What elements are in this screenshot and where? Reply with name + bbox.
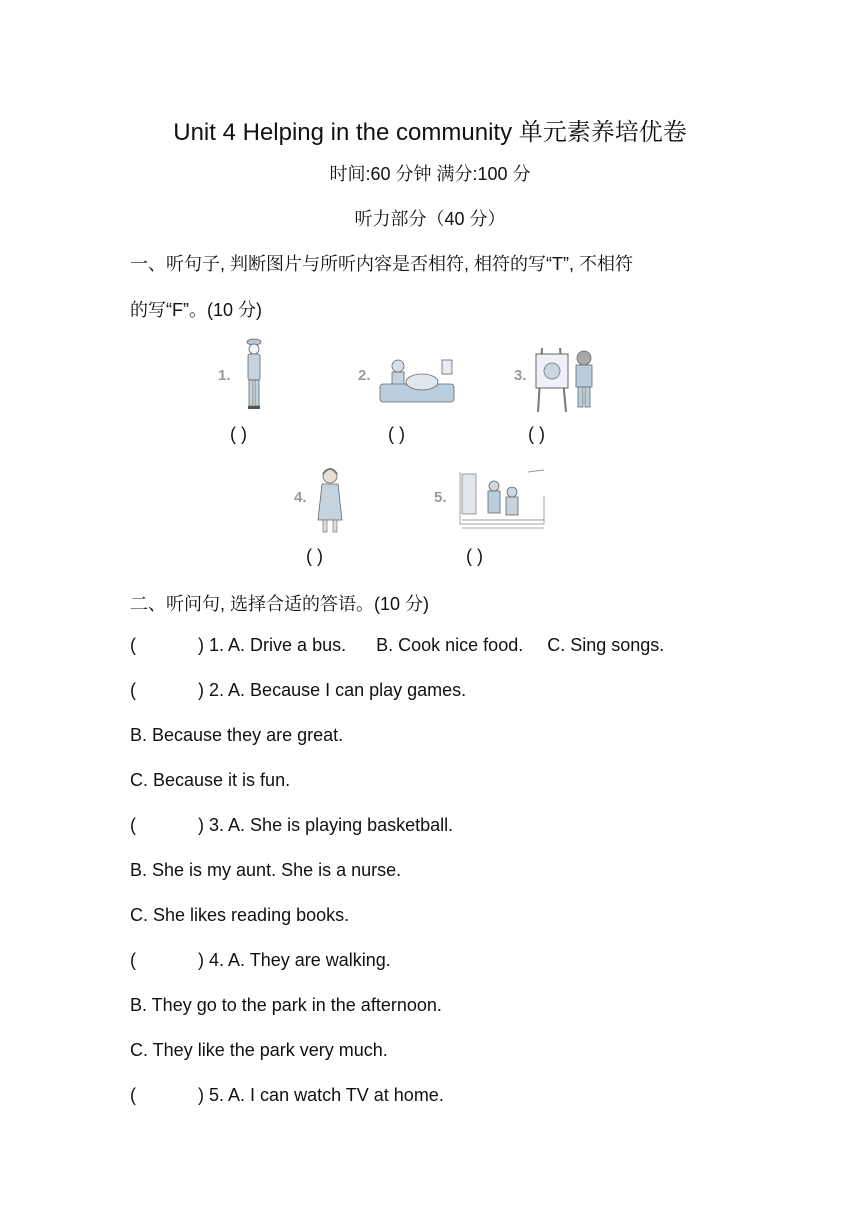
question-number: 1. [209, 635, 225, 655]
girl-figure-icon [292, 464, 356, 536]
answer-paren-5: ( ) [466, 546, 483, 566]
answer-paren-3: ( ) [528, 424, 545, 444]
picture-3 [512, 344, 602, 414]
question-3 [130, 815, 453, 836]
svg-text:2.: 2. [358, 367, 371, 384]
answer-blank-open: ( [130, 815, 136, 835]
section-heading: 听力部分（40 分） [354, 209, 506, 229]
svg-text:4.: 4. [294, 489, 307, 506]
svg-text:5.: 5. [434, 489, 447, 506]
answer-blank-open: ( [130, 950, 136, 970]
question-4 [130, 950, 391, 971]
question-4-option-c: C. They like the park very much. [130, 1040, 388, 1060]
option-a: A. Drive a bus. [228, 635, 347, 655]
page-title: Unit 4 Helping in the community 单元素养培优卷 [173, 119, 687, 146]
question-2-option-b: B. Because they are great. [130, 725, 344, 745]
option-a: A. I can watch TV at home. [228, 1085, 444, 1105]
option-c: C. Sing songs. [547, 635, 665, 655]
question-number: 3. [209, 815, 225, 835]
question-5 [130, 1085, 444, 1106]
option-a: A. Because I can play games. [228, 680, 467, 700]
question-number: 4. [209, 950, 225, 970]
svg-text:1.: 1. [218, 367, 231, 384]
question-3-option-c: C. She likes reading books. [130, 905, 350, 925]
question-number: 2. [209, 680, 225, 700]
picture-4 [292, 464, 356, 536]
exam-meta: 时间:60 分钟 满分:100 分 [329, 164, 531, 184]
painting-easel-icon [512, 344, 602, 414]
picture-2 [356, 352, 458, 408]
svg-text:3.: 3. [514, 367, 527, 384]
question-1 [130, 635, 664, 656]
answer-blank-open: ( [130, 635, 136, 655]
people-in-park-icon [432, 466, 548, 532]
cook-in-kitchen-icon [356, 352, 458, 408]
part1-instruction-line1: 一、听句子, 判断图片与所听内容是否相符, 相符的写“T”, 不相符 [130, 254, 633, 274]
picture-5 [432, 466, 548, 532]
part1-instruction-line2: 的写“F”。(10 分) [130, 300, 262, 320]
picture-1 [216, 334, 276, 414]
answer-blank-close: ) [198, 1085, 204, 1105]
police-officer-icon [216, 334, 276, 414]
answer-blank-open: ( [130, 680, 136, 700]
answer-blank-close: ) [198, 635, 204, 655]
answer-paren-1: ( ) [230, 424, 247, 444]
option-a: A. She is playing basketball. [228, 815, 454, 835]
answer-blank-open: ( [130, 1085, 136, 1105]
question-4-option-b: B. They go to the park in the afternoon. [130, 995, 442, 1015]
question-number: 5. [209, 1085, 225, 1105]
answer-paren-4: ( ) [306, 546, 323, 566]
answer-paren-2: ( ) [388, 424, 405, 444]
answer-blank-close: ) [198, 680, 204, 700]
answer-blank-close: ) [198, 815, 204, 835]
option-b: B. Cook nice food. [376, 635, 524, 655]
question-2-option-c: C. Because it is fun. [130, 770, 291, 790]
answer-blank-close: ) [198, 950, 204, 970]
question-3-option-b: B. She is my aunt. She is a nurse. [130, 860, 402, 880]
question-2 [130, 680, 466, 701]
option-a: A. They are walking. [228, 950, 391, 970]
part2-instruction: 二、听问句, 选择合适的答语。(10 分) [130, 594, 430, 614]
